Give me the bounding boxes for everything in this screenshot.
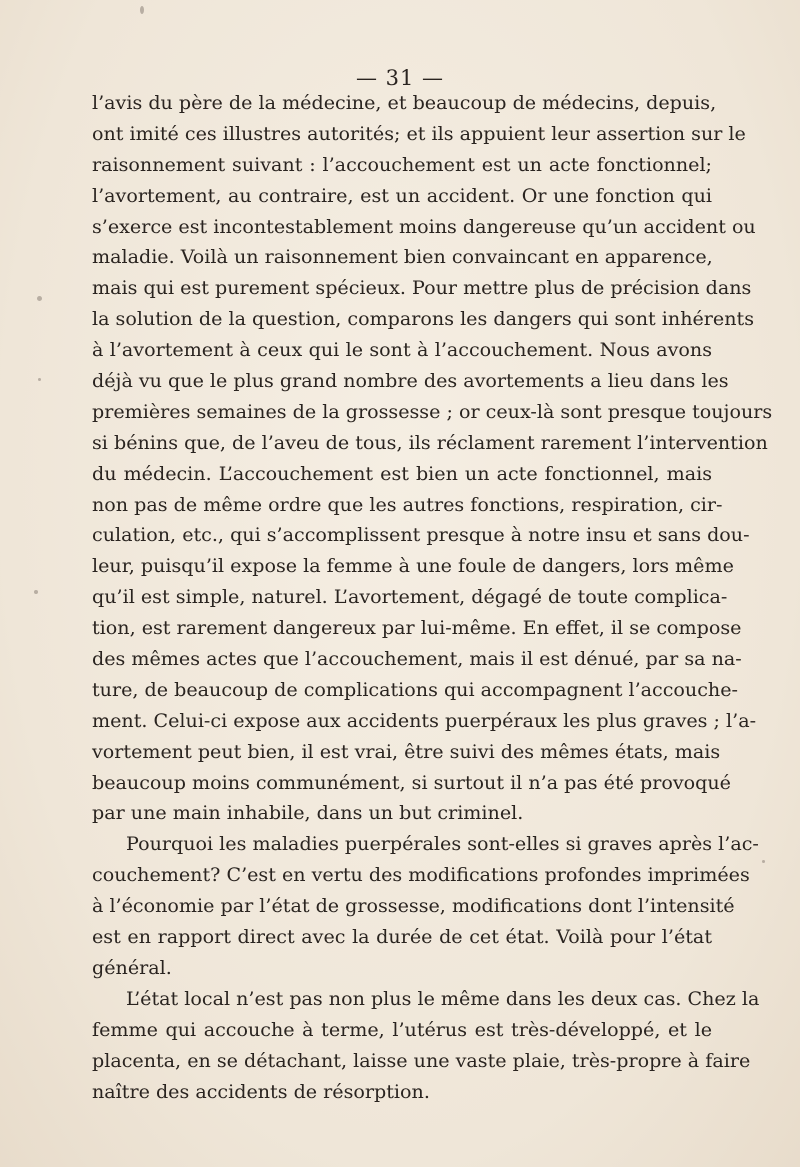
text-line: mais qui est purement spécieux. Pour mettre plus de précision dans [92, 276, 752, 300]
text-line: femme qui accouche à terme, l’utérus est très-développé, et le [92, 1017, 712, 1041]
text-line: L’état local n’est pas non plus le même dans les deux cas. Chez la [126, 986, 760, 1010]
text-line: raisonnement suivant : l’accouchement est un acte fonctionnel; [92, 152, 712, 176]
text-line: la solution de la question, comparons les dangers qui sont inhérents [92, 307, 754, 331]
text-line: naître des accidents de résorption. [92, 1079, 430, 1103]
text-line: leur, puisqu’il expose la femme à une foule de dangers, lors même [92, 554, 734, 578]
text-line: beaucoup moins communément, si surtout il n’a pas été provoqué [92, 770, 731, 794]
text-line: par une main inhabile, dans un but criminel. [92, 801, 524, 825]
text-line: déjà vu que le plus grand nombre des avortements a lieu dans les [92, 369, 729, 393]
scan-speck [140, 6, 144, 14]
text-line: si bénins que, de l’aveu de tous, ils réclament rarement l’intervention [92, 430, 768, 454]
body-text [92, 88, 773, 1107]
text-line: à l’économie par l’état de grossesse, modifications dont l’intensité [92, 894, 735, 918]
text-line: maladie. Voilà un raisonnement bien convaincant en apparence, [92, 245, 713, 269]
text-line: premières semaines de la grossesse ; or ceux-là sont presque toujours [92, 399, 773, 423]
text-line: général. [92, 955, 172, 979]
page-number: — 31 — [355, 66, 445, 90]
text-line: des mêmes actes que l’accouchement, mais il est dénué, par sa na- [92, 647, 742, 671]
text-line: ment. Celui-ci expose aux accidents puerpéraux les plus graves ; l’a- [92, 708, 757, 732]
text-line: l’avortement, au contraire, est un accident. Or une fonction qui [92, 183, 712, 207]
text-line: non pas de même ordre que les autres fonctions, respiration, cir- [92, 492, 723, 516]
scan-speck [762, 860, 765, 863]
text-line: vortement peut bien, il est vrai, être suivi des mêmes états, mais [92, 739, 721, 763]
scan-speck [37, 296, 42, 301]
text-line: tion, est rarement dangereux par lui-même. En effet, il se compose [92, 616, 742, 640]
text-line: ture, de beaucoup de complications qui accompagnent l’accouche- [92, 677, 738, 701]
scan-speck [34, 590, 38, 594]
text-line: Pourquoi les maladies puerpérales sont-elles si graves après l’ac- [126, 832, 759, 856]
text-line: l’avis du père de la médecine, et beaucoup de médecins, depuis, [92, 91, 717, 114]
text-line: ont imité ces illustres autorités; et ils appuient leur assertion sur le [92, 121, 746, 145]
text-line: est en rapport direct avec la durée de cet état. Voilà pour l’état [92, 925, 712, 949]
text-line: culation, etc., qui s’accomplissent presque à notre insu et sans dou- [92, 523, 750, 547]
text-line: qu’il est simple, naturel. L’avortement, dégagé de toute complica- [92, 585, 728, 609]
text-line: à l’avortement à ceux qui le sont à l’accouchement. Nous avons [92, 338, 712, 362]
scan-speck [38, 378, 41, 381]
text-line: du médecin. L’accouchement est bien un acte fonctionnel, mais [92, 461, 712, 485]
text-line: placenta, en se détachant, laisse une vaste plaie, très-propre à faire [92, 1048, 751, 1072]
text-line: couchement? C’est en vertu des modifications profondes imprimées [92, 863, 750, 887]
text-line: s’exerce est incontestablement moins dangereuse qu’un accident ou [92, 214, 756, 238]
